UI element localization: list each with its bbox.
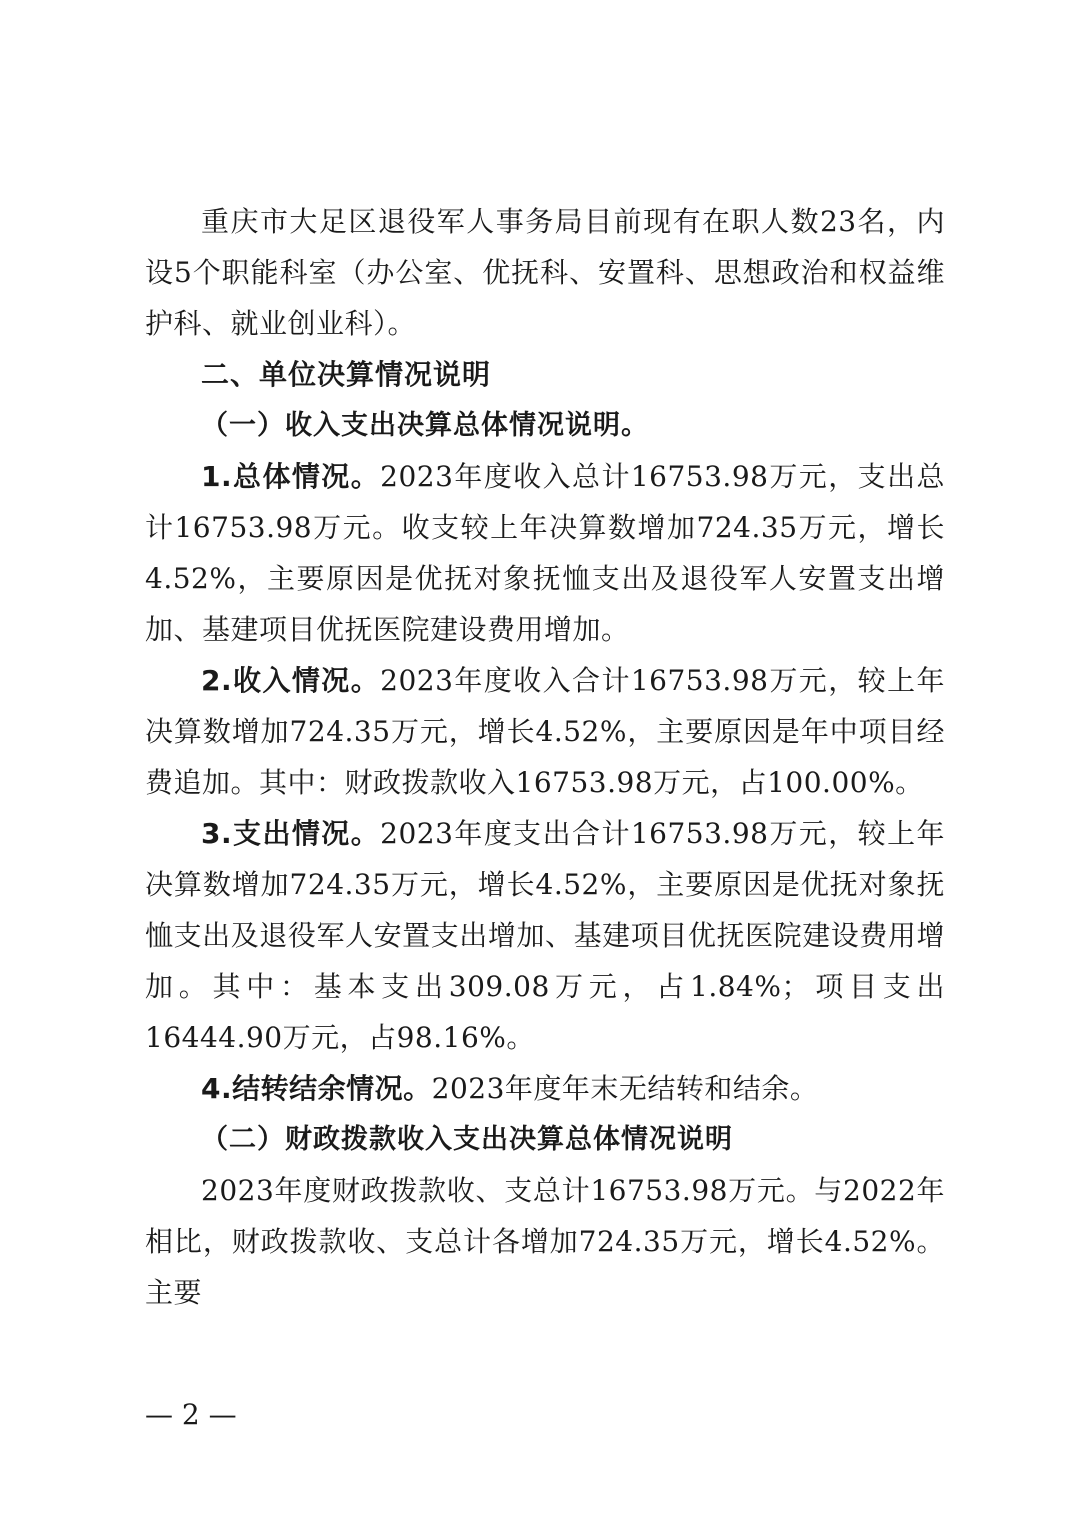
item-carryover-situation — [145, 1063, 945, 1114]
item-expenditure-situation — [145, 808, 945, 1063]
item-lead-income: 2.收入情况。 — [201, 664, 381, 697]
item-text-expenditure: 2023年度支出合计16753.98万元，较上年决算数增加724.35万元，增长4.52%，主要原因是优抚对象抚恤支出及退役军人安置支出增加、基建项目优抚医院建设费用增加。其中：基本支出309.08万元，占1.84%；项目支出16444.90万元，占98.16%。 — [145, 817, 945, 1054]
document-body — [145, 196, 945, 1318]
item-lead-carryover: 4.结转结余情况。 — [201, 1072, 432, 1105]
intro-paragraph: 重庆市大足区退役军人事务局目前现有在职人数23名，内设5个职能科室（办公室、优抚科、安置科、思想政治和权益维护科、就业创业科）。 — [145, 205, 945, 340]
item-lead-overall: 1.总体情况。 — [201, 460, 381, 493]
item-lead-expenditure: 3.支出情况。 — [201, 817, 381, 850]
subsection-heading-fiscal-allocation: （二）财政拨款收入支出决算总体情况说明 — [201, 1124, 733, 1155]
fiscal-allocation-paragraph: 2023年度财政拨款收、支总计16753.98万元。与2022年相比，财政拨款收、支总计各增加724.35万元，增长4.52%。主要 — [145, 1174, 945, 1309]
item-text-income: 2023年度收入合计16753.98万元，较上年决算数增加724.35万元，增长4.52%，主要原因是年中项目经费追加。其中：财政拨款收入16753.98万元，占100.00%。 — [145, 664, 945, 799]
section-heading-unit-final-accounts: 二、单位决算情况说明 — [201, 358, 492, 391]
subsection-heading-income-expenditure: （一）收入支出决算总体情况说明。 — [201, 410, 649, 441]
item-overall-situation — [145, 451, 945, 655]
item-text-carryover: 2023年度年末无结转和结余。 — [431, 1072, 819, 1105]
item-income-situation — [145, 655, 945, 808]
item-text-overall: 2023年度收入总计16753.98万元，支出总计16753.98万元。收支较上年决算数增加724.35万元，增长4.52%，主要原因是优抚对象抚恤支出及退役军人安置支出增加、基建项目优抚医院建设费用增加。 — [145, 460, 945, 646]
page-number: — 2 — — [145, 1398, 237, 1431]
